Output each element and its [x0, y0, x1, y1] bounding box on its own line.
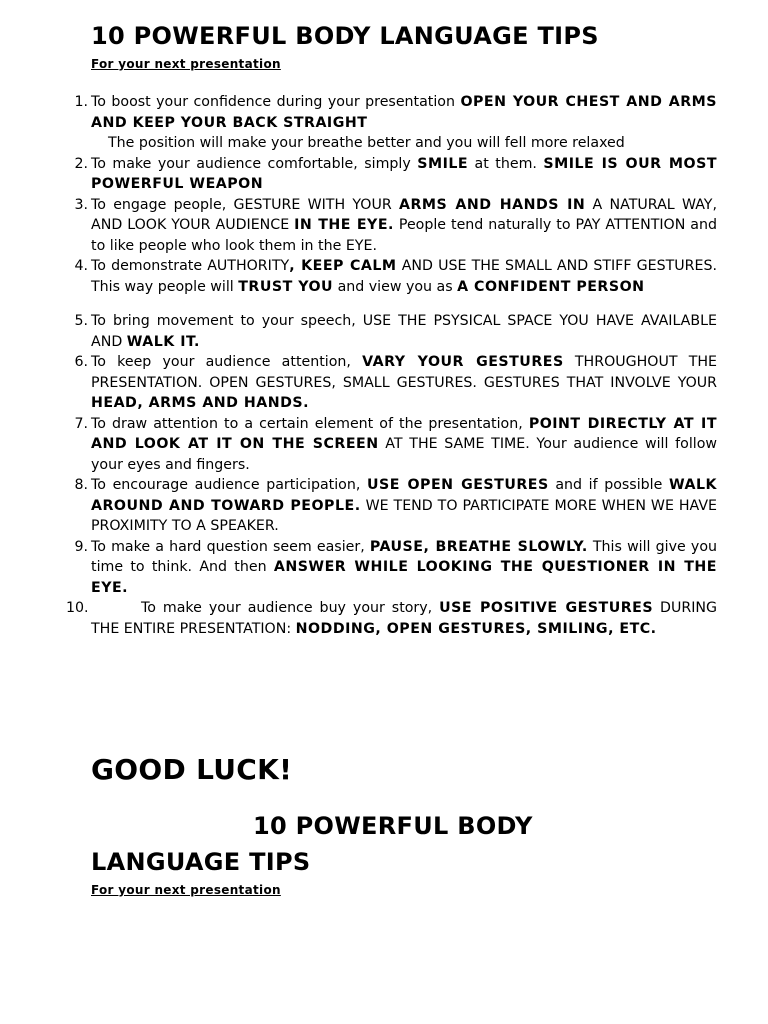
tip-text: AT THE SAME TIME. Your audience will follow your eyes and fingers. — [91, 436, 717, 473]
tip-emphasis: OPEN YOUR CHEST AND ARMS AND KEEP YOUR BACK STRAIGHT — [91, 94, 717, 131]
tip-text: WE TEND TO PARTICIPATE MORE WHEN WE HAVE PROXIMITY TO A SPEAKER. — [91, 497, 718, 534]
tip-emphasis: SMILE IS OUR MOST POWERFUL WEAPON — [91, 155, 717, 192]
tip-text: To keep your audience attention, — [91, 354, 363, 370]
tip-number: 6. — [74, 354, 88, 370]
tip-number: 9. — [74, 538, 88, 555]
tip-text: A NATURAL WAY, AND LOOK YOUR AUDIENCE — [91, 196, 717, 233]
tip-number: 4. — [74, 258, 88, 274]
tip-text: To boost your confidence during your presentation — [91, 94, 461, 110]
tip-text: THROUGHOUT THE PRESENTATION. OPEN GESTURES, SMALL GESTURES. GESTURES THAT INVOLVE YOUR — [91, 354, 717, 391]
tip-emphasis: NODDING, OPEN GESTURES, SMILING, ETC. — [295, 620, 657, 637]
tip-emphasis: ANSWER WHILE LOOKING THE QUESTIONER IN THE EYE. — [91, 559, 717, 596]
tip-item — [66, 195, 717, 257]
tip-item — [66, 537, 717, 599]
tip-emphasis: IN THE EYE. — [294, 217, 394, 233]
tip-text: AND USE THE SMALL AND STIFF GESTURES. This way people will — [91, 258, 717, 295]
tip-text: To make your audience buy your story, — [141, 600, 440, 616]
tip-emphasis: A CONFIDENT PERSON — [457, 278, 645, 295]
tip-emphasis: ARMS AND HANDS IN — [398, 196, 586, 213]
tip-number: 1. — [74, 94, 88, 110]
tip-emphasis: VARY YOUR GESTURES — [362, 354, 564, 370]
tip-text: and view you as — [333, 278, 458, 295]
tip-item — [66, 311, 717, 352]
tip-number: 10. — [66, 600, 89, 616]
tip-text: To engage people, GESTURE WITH YOUR — [91, 196, 399, 213]
list-spacer — [66, 297, 717, 311]
repeat-subtitle: For your next presentation — [91, 883, 281, 897]
tip-emphasis: USE OPEN GESTURES — [367, 477, 549, 493]
tip-emphasis: PAUSE, BREATHE SLOWLY. — [369, 538, 588, 555]
tip-number: 3. — [74, 196, 88, 213]
tip-emphasis: WALK IT. — [126, 333, 200, 350]
tip-number: 7. — [74, 415, 88, 432]
tip-text: at them. — [468, 155, 544, 172]
tip-item — [66, 414, 717, 476]
document-title: 10 POWERFUL BODY LANGUAGE TIPS — [91, 22, 599, 50]
tip-emphasis: WALK AROUND AND TOWARD PEOPLE. — [91, 477, 717, 514]
tip-text: To make a hard question seem easier, — [91, 538, 370, 555]
tip-item — [66, 256, 717, 297]
tip-text: To draw attention to a certain element of the presentation, — [91, 415, 529, 432]
tip-text: To demonstrate AUTHORITY — [91, 258, 290, 274]
tip-text: To bring movement to your speech, USE THE PSYSICAL SPACE YOU HAVE AVAILABLE AND — [91, 313, 717, 350]
tip-item — [66, 92, 717, 154]
tip-text: To make your audience comfortable, simply — [91, 155, 418, 172]
tip-emphasis: SMILE — [417, 155, 469, 172]
tips-list — [66, 92, 717, 639]
document-subtitle: For your next presentation — [91, 57, 281, 71]
tip-text: To encourage audience participation, — [91, 477, 367, 493]
tip-note: The position will make your breathe better and you will fell more relaxed — [108, 135, 625, 151]
tip-text: and if possible — [548, 477, 669, 493]
tip-emphasis: TRUST YOU — [238, 278, 334, 295]
repeat-title-line-2: LANGUAGE TIPS — [91, 848, 311, 876]
tip-number: 5. — [74, 313, 88, 329]
tip-number: 2. — [74, 155, 88, 172]
tip-item — [66, 598, 717, 639]
tip-emphasis: USE POSITIVE GESTURES — [439, 600, 654, 616]
tip-item — [66, 475, 717, 537]
tip-number: 8. — [74, 477, 88, 493]
tip-text: DURING THE ENTIRE PRESENTATION: — [91, 600, 717, 637]
tip-emphasis: POINT DIRECTLY AT IT AND LOOK AT IT ON THE SCREEN — [91, 415, 717, 452]
repeat-title-line-1: 10 POWERFUL BODY — [253, 812, 533, 840]
tip-text: People tend naturally to PAY ATTENTION and to like people who look them in the EYE. — [91, 217, 717, 254]
tip-emphasis: HEAD, ARMS AND HANDS. — [91, 395, 310, 411]
tip-item — [66, 154, 717, 195]
tip-text: This will give you time to think. And then — [91, 538, 717, 575]
closing-heading: GOOD LUCK! — [91, 753, 293, 786]
tip-item — [66, 352, 717, 414]
tip-emphasis: , KEEP CALM — [289, 258, 397, 274]
